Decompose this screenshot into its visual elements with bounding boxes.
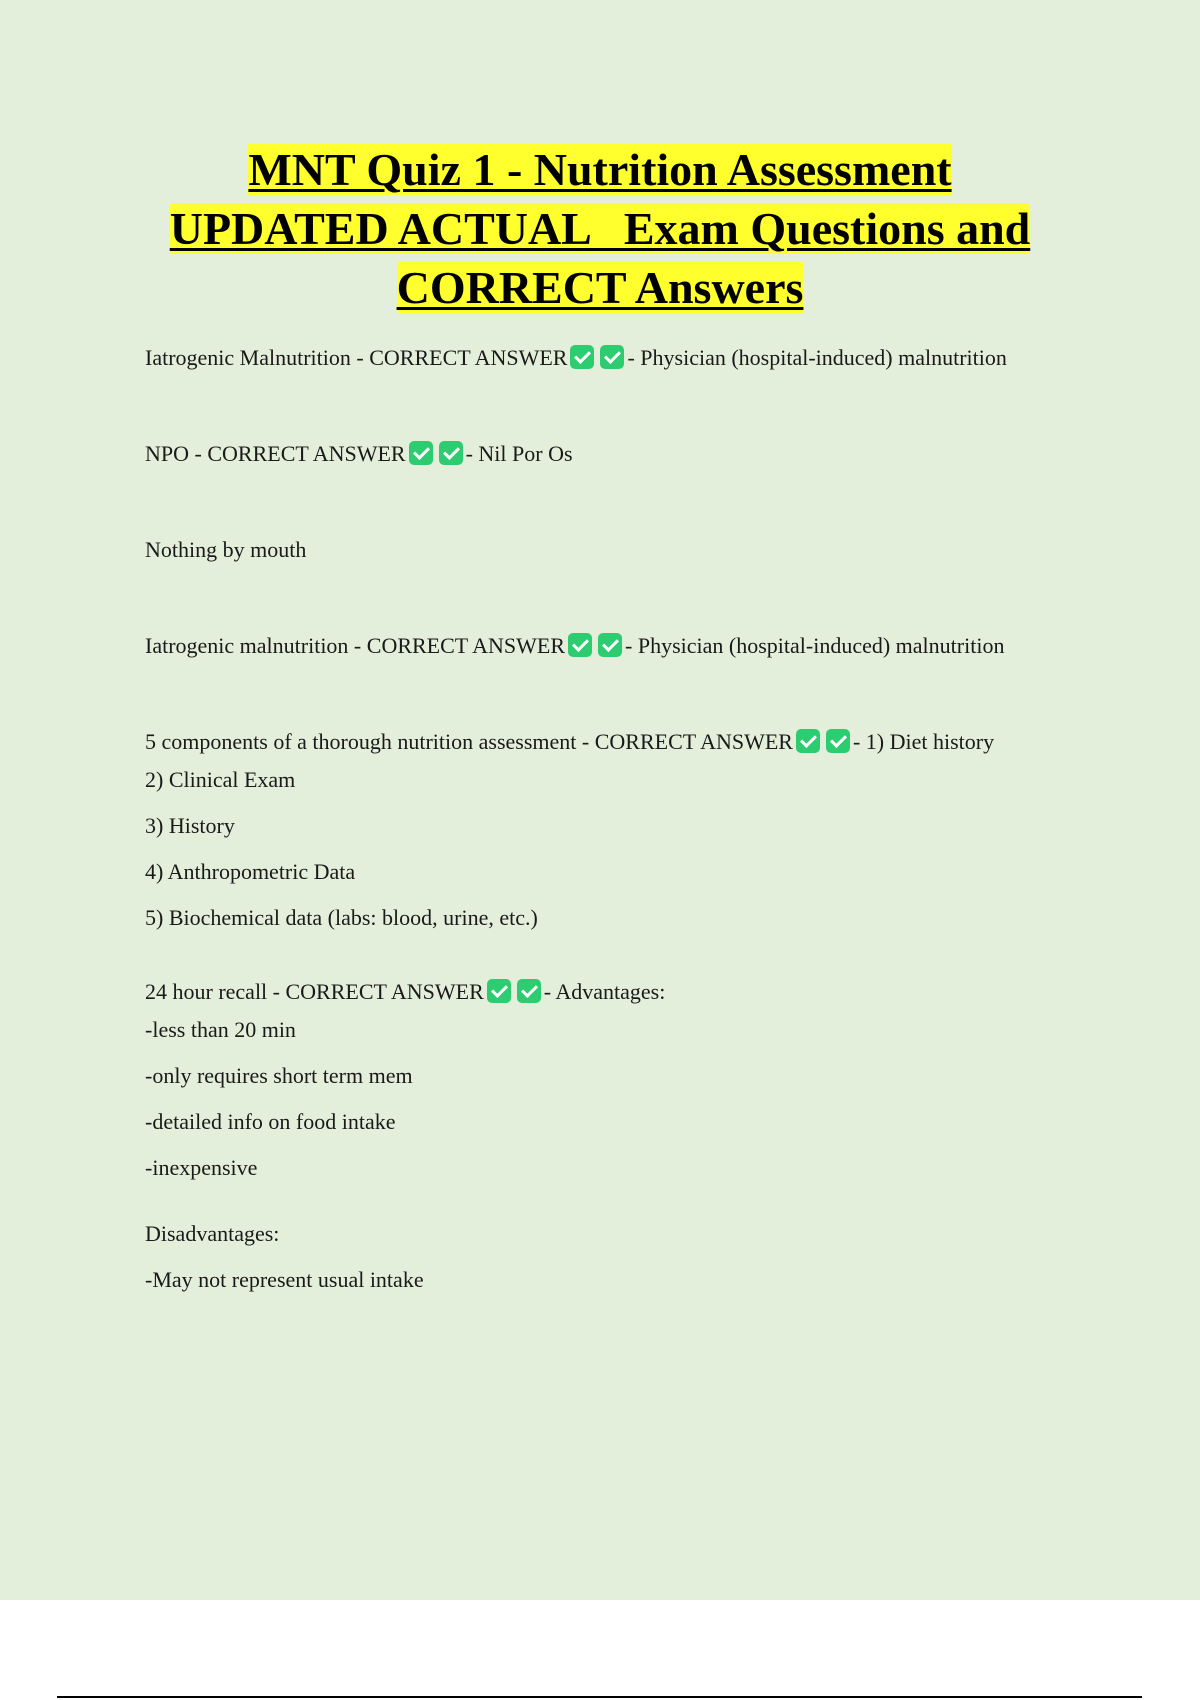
title-line-1: MNT Quiz 1 - Nutrition Assessment: [248, 144, 952, 195]
document-title: [0, 140, 1200, 317]
check-mark-button-icon: [487, 979, 511, 1003]
footer-divider: [57, 1696, 1142, 1698]
answer-marker: CORRECT ANSWER: [594, 729, 793, 754]
answer-text: - 1) Diet history: [852, 729, 995, 754]
list-item: 2) Clinical Exam: [145, 767, 296, 792]
answer-text: - Advantages:: [543, 979, 666, 1004]
check-mark-button-icon: [826, 729, 850, 753]
answer-marker: CORRECT ANSWER: [285, 979, 484, 1004]
qa-entry-5: [145, 977, 1095, 1007]
list-item: -less than 20 min: [145, 1017, 296, 1042]
question-text: 24 hour recall -: [145, 979, 286, 1004]
answer-extra-text: Nothing by mouth: [145, 537, 307, 562]
qa-entry-2: [145, 439, 1095, 469]
check-mark-button-icon: [598, 633, 622, 657]
check-mark-button-icon: [439, 441, 463, 465]
question-text: 5 components of a thorough nutrition assessment -: [145, 729, 595, 754]
check-mark-button-icon: [570, 345, 594, 369]
list-item: 5) Biochemical data (labs: blood, urine, etc.): [145, 905, 538, 930]
answer-text: - Physician (hospital-induced) malnutrition: [625, 633, 1005, 658]
check-mark-button-icon: [796, 729, 820, 753]
title-line-2: UPDATED ACTUAL Exam Questions and: [169, 203, 1031, 254]
subheading: Disadvantages:: [145, 1221, 280, 1246]
qa-entry-4: [145, 727, 1095, 757]
list-item: 4) Anthropometric Data: [145, 859, 356, 884]
question-text: NPO -: [145, 441, 208, 466]
qa-entry-3: [145, 631, 1095, 661]
list-item: -inexpensive: [145, 1155, 258, 1180]
list-item: 3) History: [145, 813, 235, 838]
question-text: Iatrogenic Malnutrition -: [145, 345, 370, 370]
answer-marker: CORRECT ANSWER: [366, 633, 566, 658]
answer-marker: CORRECT ANSWER: [207, 441, 406, 466]
qa-entry-1: [145, 343, 1095, 373]
list-item: -May not represent usual intake: [145, 1267, 424, 1292]
check-mark-button-icon: [568, 633, 592, 657]
document-body: [145, 343, 1095, 1303]
answer-text: - Nil Por Os: [465, 441, 573, 466]
answer-marker: CORRECT ANSWER: [369, 345, 568, 370]
check-mark-button-icon: [409, 441, 433, 465]
list-item: -only requires short term mem: [145, 1063, 413, 1088]
answer-text: - Physician (hospital-induced) malnutrition: [627, 345, 1007, 370]
title-line-3: CORRECT Answers: [396, 262, 804, 313]
list-item: -detailed info on food intake: [145, 1109, 396, 1134]
question-text: Iatrogenic malnutrition -: [145, 633, 367, 658]
check-mark-button-icon: [600, 345, 624, 369]
check-mark-button-icon: [517, 979, 541, 1003]
